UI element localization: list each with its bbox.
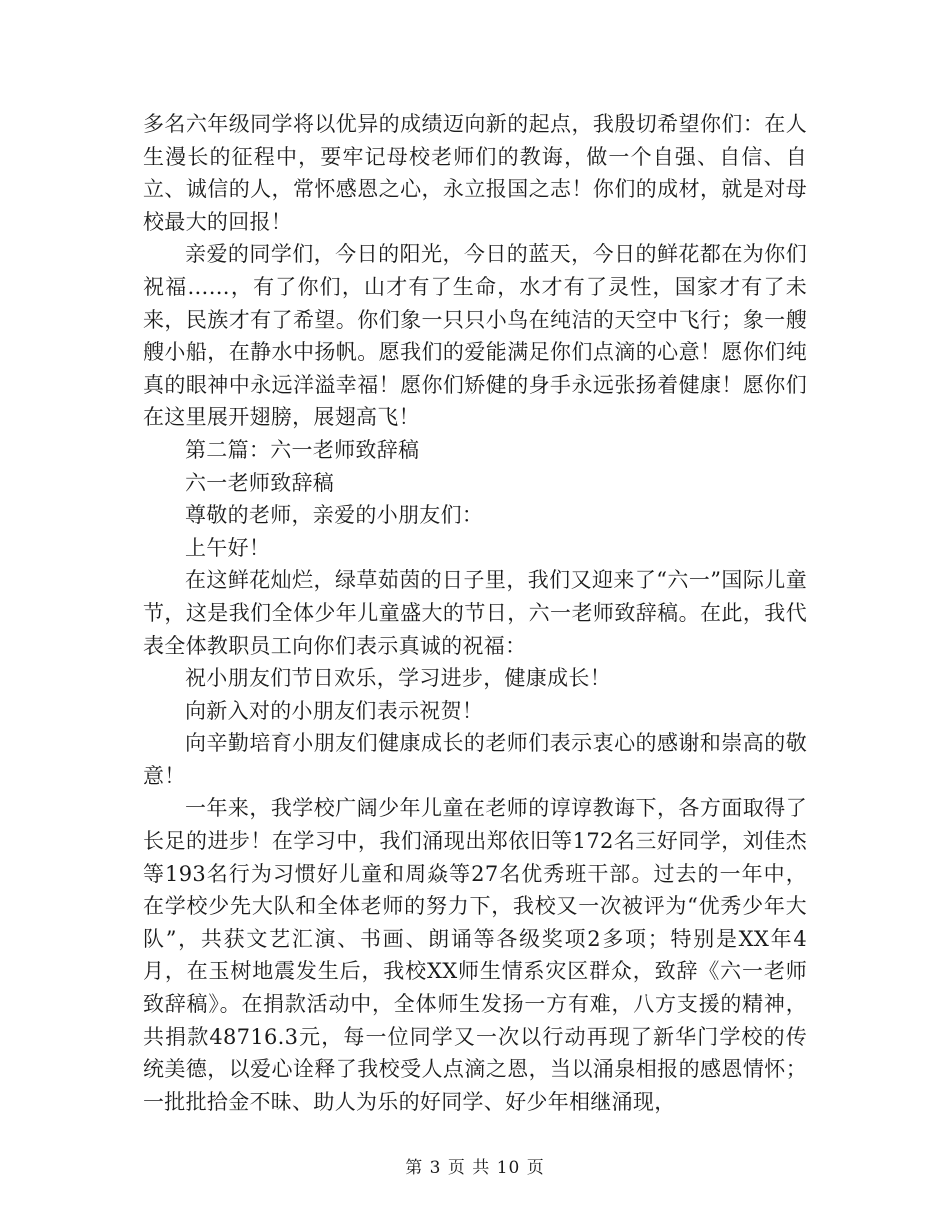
document-body: [143, 108, 807, 1118]
paragraph-2: 亲爱的同学们，今日的阳光，今日的蓝天，今日的鲜花都在为你们祝福……，有了你们，山才有了生命，水才有了灵性，国家才有了未来，民族才有了希望。你们象一只只小鸟在纯洁的天空中飞行；象一艘艘小船，在静水中扬帆。愿我们的爱能满足你们点滴的心意！愿你们纯真的眼神中永远洋溢幸福！愿你们矫健的身手永远张扬着健康！愿你们在这里展开翅膀，展翅高飞！: [143, 242, 807, 430]
paragraph-8: 祝小朋友们节日欢乐，学习进步，健康成长！: [185, 666, 611, 691]
article-title: 六一老师致辞稿: [185, 470, 335, 495]
paragraph-11: 一年来，我学校广阔少年儿童在老师的谆谆教诲下，各方面取得了长足的进步！在学习中，我们涌现出郑依旧等172名三好同学，刘佳杰等193名行为习惯好儿童和周焱等27名优秀班干部。过去的一年中，在学校少先大队和全体老师的努力下，我校又一次被评为“优秀少年大队”，共获文艺汇演、书画、朗诵等各级奖项2多项；特别是XX年4月，在玉树地震发生后，我校XX师生情系灾区群众，致辞《六一老师致辞稿》。在捐款活动中，全体师生发扬一方有难，八方支援的精神，共捐款48716.3元，每一位同学又一次以行动再现了新华门学校的传统美德，以爱心诠释了我校受人点滴之恩，当以涌泉相报的感恩情怀；一批批拾金不昧、助人为乐的好同学、好少年相继涌现，: [143, 796, 807, 1114]
section-heading: 第二篇：六一老师致辞稿: [185, 437, 420, 462]
salutation: 尊敬的老师，亲爱的小朋友们：: [185, 503, 484, 528]
paragraph-7: 在这鲜花灿烂，绿草茹茵的日子里，我们又迎来了“六一”国际儿童节，这是我们全体少年儿童盛大的节日，六一老师致辞稿。在此，我代表全体教职员工向你们表示真诚的祝福：: [143, 568, 807, 658]
paragraph-1: 多名六年级同学将以优异的成绩迈向新的起点，我殷切希望你们：在人生漫长的征程中，要牢记母校老师们的教诲，做一个自强、自信、自立、诚信的人，常怀感恩之心，永立报国之志！你们的成材，就是对母校最大的回报！: [143, 112, 807, 234]
page-number-footer: 第 3 页 共 10 页: [405, 1158, 545, 1178]
greeting: 上午好！: [185, 535, 271, 560]
paragraph-10: 向辛勤培育小朋友们健康成长的老师们表示衷心的感谢和崇高的敬意！: [143, 731, 807, 788]
paragraph-9: 向新入对的小朋友们表示祝贺！: [185, 698, 484, 723]
